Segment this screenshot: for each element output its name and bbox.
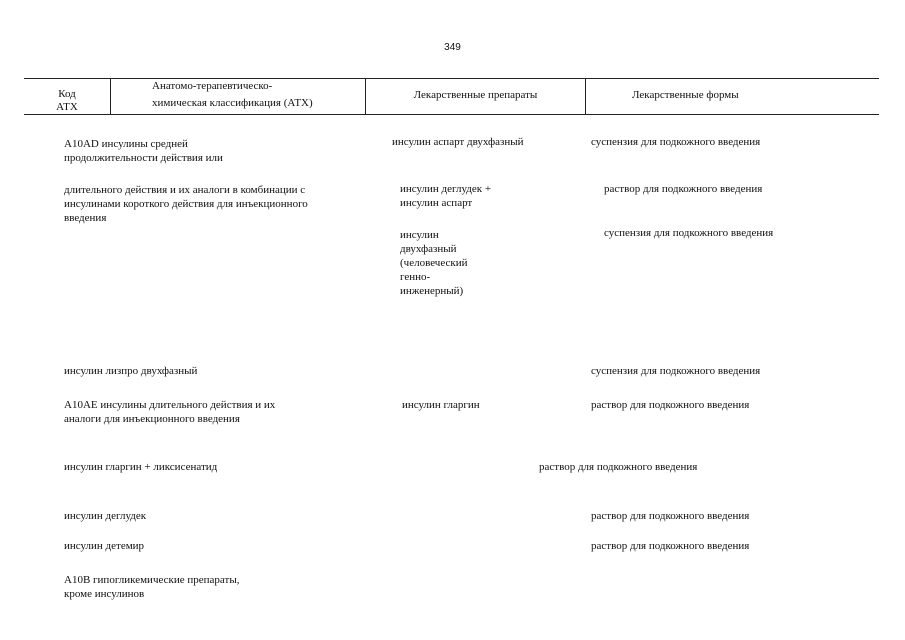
a10ad-drug3-line4: генно-: [400, 271, 431, 283]
a10b-line2: кроме инсулинов: [64, 588, 145, 600]
a10ae-line1: A10AE инсулины длительного действия и их: [64, 399, 276, 411]
a10ad-drug2-line1: инсулин деглудек +: [400, 183, 492, 195]
a10ad-cont-line2: инсулинами короткого действия для инъекционного: [64, 198, 308, 210]
header-divider-1: [110, 78, 111, 115]
a10ae-drug2: инсулин гларгин + ликсисенатид: [64, 461, 218, 473]
header-code-line1: Код: [58, 88, 76, 100]
a10ad-line2: продолжительности действия или: [64, 152, 223, 164]
a10ad-drug3-line5: инженерный): [400, 285, 464, 297]
a10ad-drug3-line3: (человеческий: [400, 257, 468, 269]
header-bottom-rule: [24, 114, 879, 115]
header-classification-line2: химическая классификация (АТХ): [152, 97, 313, 109]
a10ae-form4: раствор для подкожного введения: [591, 540, 750, 552]
header-code-line2: АТХ: [56, 101, 78, 113]
a10ad-cont-line3: введения: [64, 212, 107, 224]
a10ad-form4: суспензия для подкожного введения: [591, 365, 761, 377]
a10b-line1: A10B гипогликемические препараты,: [64, 574, 240, 586]
page-number: 349: [444, 42, 461, 53]
header-forms: Лекарственные формы: [632, 89, 739, 101]
a10ae-form1: раствор для подкожного введения: [591, 399, 750, 411]
a10ad-form1: суспензия для подкожного введения: [591, 136, 761, 148]
a10ad-drug3-line2: двухфазный: [400, 243, 457, 255]
a10ad-cont-line1: длительного действия и их аналоги в комбинации с: [64, 184, 306, 196]
a10ae-drug4: инсулин детемир: [64, 540, 145, 552]
header-classification: [112, 80, 362, 110]
a10ae-line2: аналоги для инъекционного введения: [64, 413, 240, 425]
a10ad-drug3-line1: инсулин: [400, 229, 439, 241]
a10ae-form3: раствор для подкожного введения: [591, 510, 750, 522]
a10ae-form2: раствор для подкожного введения: [539, 461, 698, 473]
a10ad-drug1: инсулин аспарт двухфазный: [392, 136, 524, 148]
header-classification-line1: Анатомо-терапевтическо-: [152, 80, 273, 92]
a10ad-form2: раствор для подкожного введения: [604, 183, 763, 195]
a10ae-drug3: инсулин деглудек: [64, 510, 147, 522]
header-code: [24, 88, 110, 114]
header-top-rule: [24, 78, 879, 79]
a10ad-line1: A10AD инсулины средней: [64, 138, 188, 150]
a10ad-drug2-line2: инсулин аспарт: [400, 197, 473, 209]
a10ae-drug1: инсулин гларгин: [402, 399, 480, 411]
header-drugs: Лекарственные препараты: [413, 89, 538, 101]
a10ad-form3: суспензия для подкожного введения: [604, 227, 774, 239]
a10ad-drug4: инсулин лизпро двухфазный: [64, 365, 198, 377]
